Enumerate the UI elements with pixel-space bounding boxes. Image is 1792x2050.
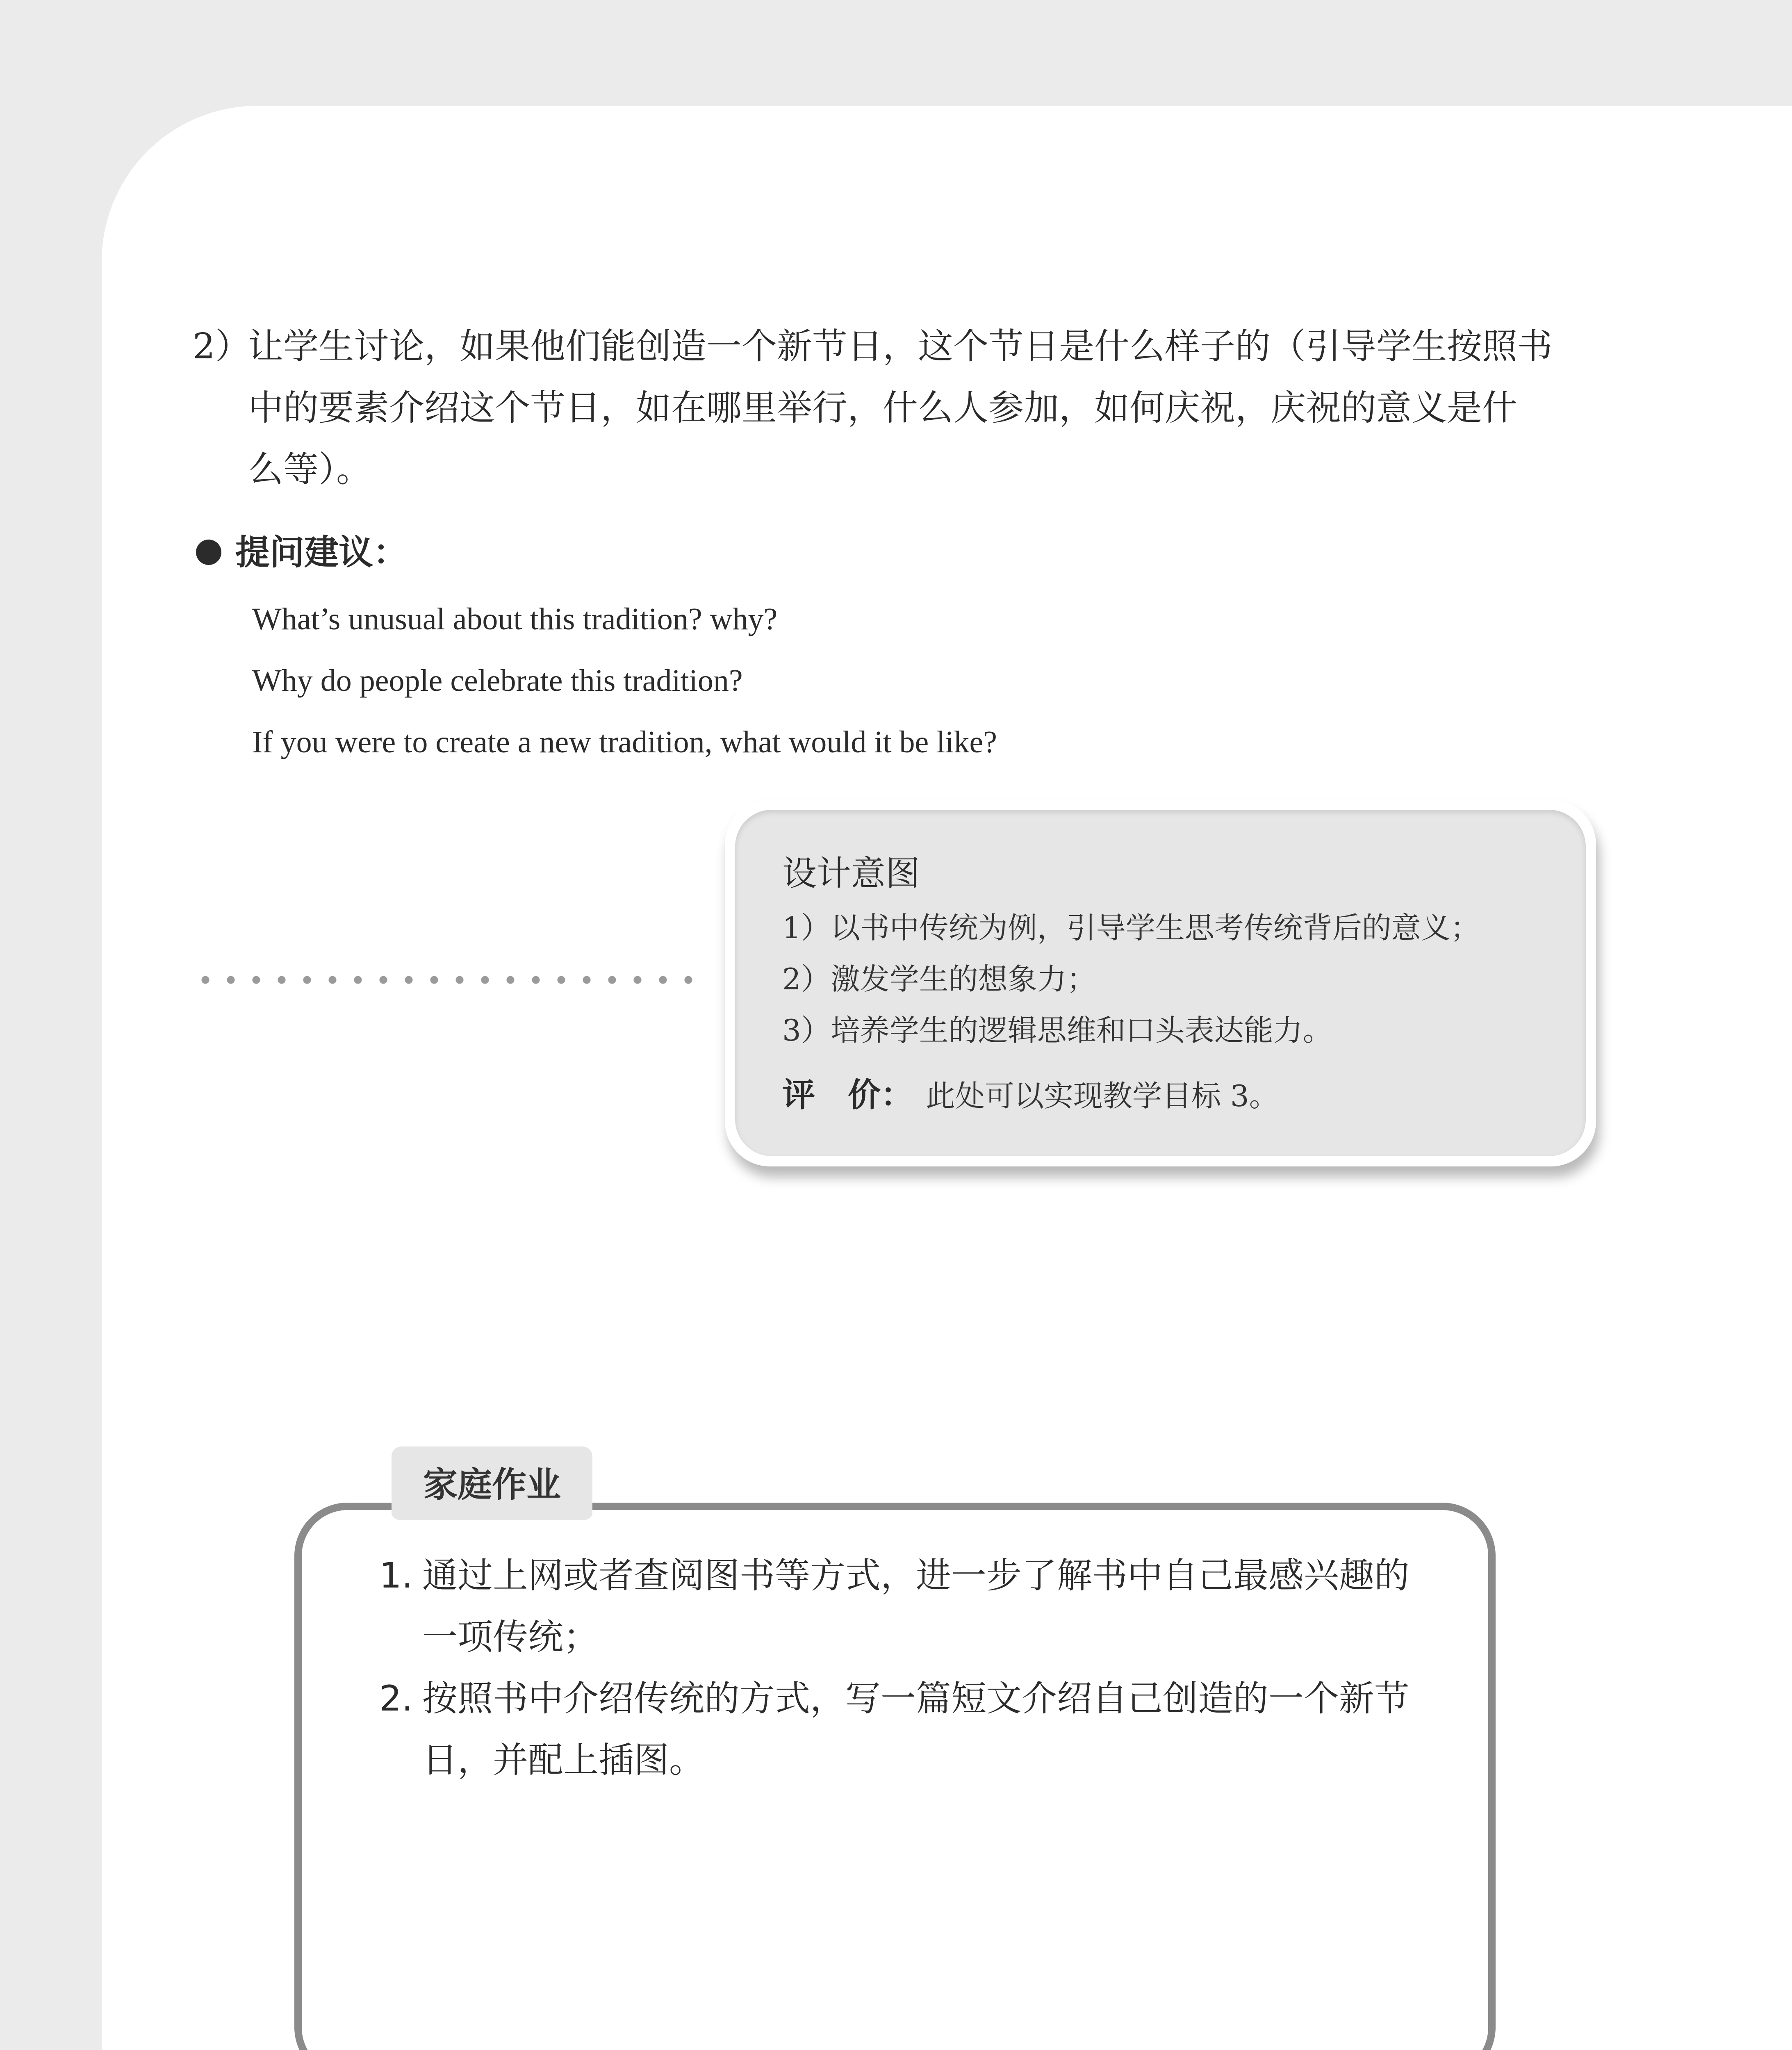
discussion-number: 2） [193,326,250,367]
design-intent-item: 3）培养学生的逻辑思维和口头表达能力。 [782,1013,1332,1048]
homework-item-number: 1. [379,1555,413,1596]
questions-list [252,588,997,773]
bullet-icon [196,540,221,565]
design-intent-inner [735,810,1586,1156]
questions-heading: 提问建议： [196,526,408,579]
evaluation-label: 评 价： [782,1076,913,1114]
question-item: What’s unusual about this tradition? why? [252,602,778,636]
homework-item-number: 2. [379,1678,413,1719]
homework-item: 2. 按照书中介绍传统的方式，写一篇短文介绍自己创造的一个新节 日，并配上插图。 [379,1668,1453,1791]
discussion-paragraph [193,316,1611,500]
design-intent-item: 1）以书中传统为例，引导学生思考传统背后的意义； [782,911,1480,945]
dotted-leader-line [193,976,705,984]
question-item: If you were to create a new tradition, what would it be like? [252,725,997,759]
design-intent-title: 设计意图 [782,853,920,893]
discussion-line-1: 2）让学生讨论，如果他们能创造一个新节日，这个节日是什么样子的（引导学生按照书 [193,316,1611,377]
homework-list [379,1545,1453,1791]
evaluation-line [782,1073,1586,1118]
design-intent-item: 2）激发学生的想象力； [782,962,1096,996]
design-intent-box [725,800,1596,1166]
discussion-line-3: 么等）。 [248,449,371,490]
homework-item: 1. 通过上网或者查阅图书等方式，进一步了解书中自己最感兴趣的 一项传统； [379,1545,1453,1668]
homework-title-tab: 家庭作业 [392,1446,592,1523]
discussion-line-2: 中的要素介绍这个节日，如在哪里举行，什么人参加，如何庆祝，庆祝的意义是什 [248,387,1517,428]
evaluation-text: 此处可以实现教学目标 3。 [926,1079,1279,1113]
question-item: Why do people celebrate this tradition? [252,663,743,698]
